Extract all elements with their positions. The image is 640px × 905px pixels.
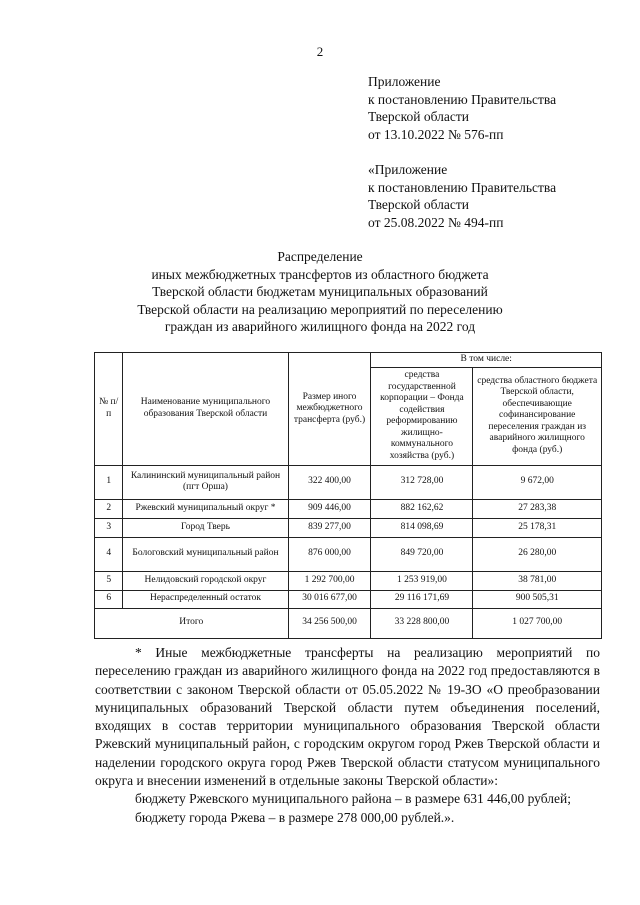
row-fund: 882 162,62 (371, 499, 473, 518)
header-size: Размер иного межбюджетного трансферта (руб.) (288, 353, 371, 466)
row-fund: 29 116 171,69 (371, 590, 473, 608)
title-line: Тверской области бюджетам муниципальных образований (152, 284, 488, 299)
row-fund: 1 253 919,00 (371, 571, 473, 590)
header-regional: средства областного бюджета Тверской области, обеспечивающие софинансирование переселения граждан из аварийного жилищного фонда (руб.) (473, 367, 602, 465)
row-num: 4 (95, 537, 123, 571)
row-name: Нераспределенный остаток (123, 590, 288, 608)
appendix-previous-block (368, 161, 556, 231)
appendix-previous-line: от 25.08.2022 № 494-пп (368, 214, 504, 230)
table-row (95, 499, 602, 518)
total-size: 34 256 500,00 (288, 608, 371, 638)
row-regional: 27 283,38 (473, 499, 602, 518)
table-row (95, 518, 602, 537)
row-regional: 26 280,00 (473, 537, 602, 571)
total-label: Итого (95, 608, 289, 638)
header-name: Наименование муниципального образования Тверской области (123, 353, 288, 466)
header-including: В том числе: (371, 353, 602, 368)
row-size: 1 292 700,00 (288, 571, 371, 590)
row-num: 5 (95, 571, 123, 590)
title-line: Распределение (277, 249, 363, 264)
row-size: 30 016 677,00 (288, 590, 371, 608)
appendix-current-line: к постановлению Правительства (368, 91, 557, 107)
row-name: Калининский муниципальный район (пгт Орша) (123, 465, 288, 499)
row-name: Ржевский муниципальный округ * (123, 499, 288, 518)
row-name: Город Тверь (123, 518, 288, 537)
total-fund: 33 228 800,00 (371, 608, 473, 638)
appendix-current-line: от 13.10.2022 № 576-пп (368, 126, 504, 142)
row-num: 2 (95, 499, 123, 518)
appendix-current-line: Тверской области (368, 109, 469, 124)
footnote-paragraph: * Иные межбюджетные трансферты на реализацию мероприятий по переселению граждан из аварийного жилищного фонда на 2022 год предоставляются в соответствии с законом Тверской области от 05.05.2022 № 19-ЗО «О преобразовании муниципальных образований Тверской области путем объединения поселений, входящих в состав территории муниципального образования Тверской области Ржевский муниципальный район, с городским округом город Ржев Тверской области и наделении городского округа город Ржев Тверской области статусом муниципального округа и внесении изменений в отдельные законы Тверской области»: (95, 645, 600, 789)
row-regional: 25 178,31 (473, 518, 602, 537)
footnote-paragraph: бюджету Ржевского муниципального района – в размере 631 446,00 рублей; (135, 791, 571, 807)
header-num: № п/п (95, 353, 123, 466)
row-name: Бологовский муниципальный район (123, 537, 288, 571)
row-fund: 849 720,00 (371, 537, 473, 571)
row-fund: 312 728,00 (371, 465, 473, 499)
table-row (95, 465, 602, 499)
appendix-previous-line: «Приложение (368, 162, 448, 177)
title-line: Тверской области на реализацию мероприятий по переселению (137, 301, 503, 317)
appendix-current-block (368, 73, 556, 143)
row-name: Нелидовский городской округ (123, 571, 288, 590)
row-size: 909 446,00 (288, 499, 371, 518)
document-title (60, 248, 580, 336)
header-fund: средства государственной корпорации – Фонда содействия реформированию жилищно-коммунального хозяйства (руб.) (371, 367, 473, 465)
footnote-block (95, 644, 600, 827)
total-regional: 1 027 700,00 (473, 608, 602, 638)
row-regional: 38 781,00 (473, 571, 602, 590)
row-num: 3 (95, 518, 123, 537)
row-size: 322 400,00 (288, 465, 371, 499)
total-row (95, 608, 602, 638)
appendix-previous-line: к постановлению Правительства (368, 179, 557, 195)
row-regional: 900 505,31 (473, 590, 602, 608)
row-num: 1 (95, 465, 123, 499)
row-num: 6 (95, 590, 123, 608)
footnote-paragraph: бюджету города Ржева – в размере 278 000,00 рублей.». (135, 809, 455, 825)
table-row (95, 537, 602, 571)
row-fund: 814 098,69 (371, 518, 473, 537)
title-line: иных межбюджетных трансфертов из областного бюджета (151, 266, 489, 282)
page-number: 2 (316, 44, 324, 59)
title-line: граждан из аварийного жилищного фонда на 2022 год (164, 319, 476, 334)
table-row (95, 590, 602, 608)
row-regional: 9 672,00 (473, 465, 602, 499)
row-size: 839 277,00 (288, 518, 371, 537)
appendix-previous-line: Тверской области (368, 197, 469, 212)
appendix-current-line: Приложение (368, 74, 441, 89)
table-row (95, 571, 602, 590)
distribution-table (94, 352, 602, 639)
row-size: 876 000,00 (288, 537, 371, 571)
